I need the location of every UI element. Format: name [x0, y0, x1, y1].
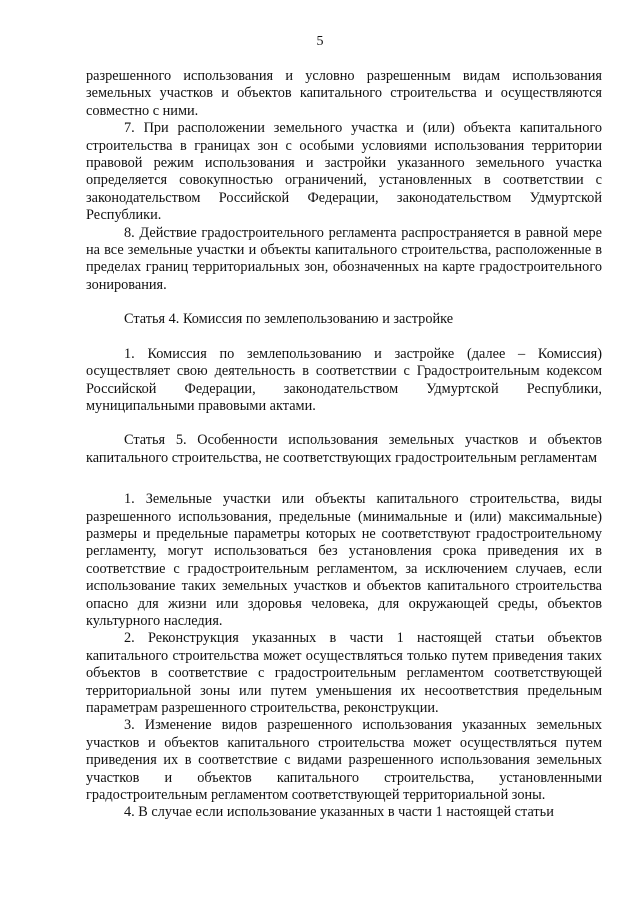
article-4-heading: Статья 4. Комиссия по землепользованию и застройке [124, 311, 454, 328]
article-4-paragraph-1: 1. Комиссия по землепользованию и застройке (далее – Комиссия) осуществляет свою деятельность в соответствии с Градостроительным кодексом Российской Федерации, законодательством Удмуртской Республики, муниципальными правовыми актами. [86, 345, 602, 414]
article-5-paragraph-2: 2. Реконструкция указанных в части 1 настоящей статьи объектов капитального строительства может осуществляться только путем приведения таких объектов в соответствие с градостроительным регламентом соответствующей территориальной зоны или путем уменьшения их несоответствия предельным параметрам разрешенного строительства, реконструкции. [86, 630, 602, 716]
paragraph-item-7: 7. При расположении земельного участка и (или) объекта капитального строительства в границах зон с особыми условиями использования территории правовой режим использования и застройки указанного земельного участка определяется совокупностью ограничений, установленных в соответствии с законодательством Российской Федерации, законодательством Удмуртской Республики. [86, 120, 602, 224]
article-5-paragraph-3: 3. Изменение видов разрешенного использования указанных земельных участков и объектов капитального строительства может осуществляться путем приведения их в соответствие с видами разрешенного использования земельных участков и объектов капитального строительства, установленными градостроительным регламентом соответствующей территориальной зоны. [86, 717, 602, 804]
paragraph-continuation: разрешенного использования и условно разрешенным видам использования земельных участков и объектов капитального строительства и осуществляются совместно с ними. [86, 68, 602, 119]
paragraph-item-8: 8. Действие градостроительного регламента распространяется в равной мере на все земельные участки и объекты капитального строительства, расположенные в пределах границ территориальных зон, обозначенных на карте градостроительного зонирования. [86, 224, 602, 293]
article-5-paragraph-1: 1. Земельные участки или объекты капитального строительства, виды разрешенного использования, предельные (минимальные и (или) максимальные) размеры и предельные параметры которых не соответствуют градостроительному регламенту, могут использоваться без установления срока приведения их в соответствие с градостроительным регламентом, за исключением случаев, если использование таких земельных участков и объектов капитального строительства опасно для жизни или здоровья человека, для окружающей среды, объектов культурного наследия. [86, 491, 602, 629]
document-body [86, 68, 602, 822]
article-5-heading: Статья 5. Особенности использования земельных участков и объектов капитального строительства, не соответствующих градостроительным регламентам [86, 432, 602, 466]
page-number: 5 [316, 34, 324, 49]
article-5-paragraph-4: 4. В случае если использование указанных в части 1 настоящей статьи [124, 804, 554, 821]
